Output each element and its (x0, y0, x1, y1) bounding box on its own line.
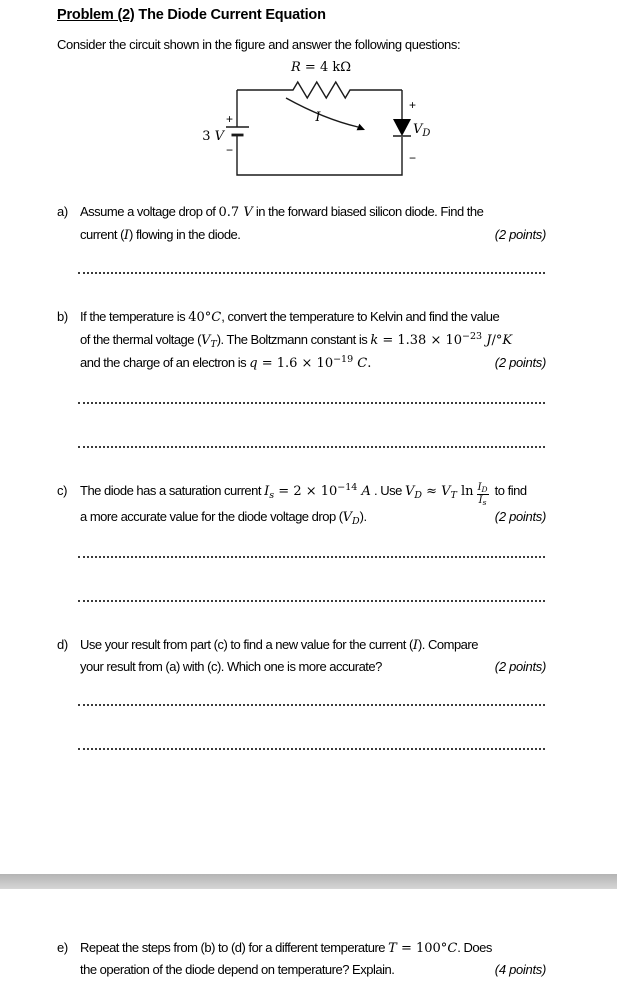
question-line: The diode has a saturation current $I_s = 2 \times 10^{-14}$ A . Use $V_D \approx V_T$ ln $\frac{I_D}{I_s}$ to find (80, 481, 527, 507)
answer-line (78, 993, 545, 1005)
answer-line (78, 690, 545, 706)
question-text (80, 634, 546, 678)
answer-line (78, 388, 545, 404)
circuit-wire-bottom (237, 135, 402, 175)
circuit-diagram (0, 57, 617, 189)
points-label: (2 points) (494, 226, 546, 242)
points-label: (2 points) (494, 509, 546, 524)
question-line: current (I) flowing in the diode. (2 points) (80, 224, 546, 247)
question-c (57, 480, 546, 602)
questions (57, 201, 546, 1005)
answer-line (78, 542, 545, 558)
page-title (57, 5, 617, 26)
question-text (80, 201, 546, 246)
question-label: b) (57, 309, 68, 324)
resistor-label: R = 4 kΩ (290, 60, 352, 75)
points-label: (2 points) (494, 355, 546, 370)
answer-area (78, 542, 545, 602)
question-label: c) (57, 482, 68, 498)
question-line: Repeat the steps from (b) to (d) for a different temperature T = 100°C. Does (80, 939, 492, 956)
diode-voltage-label: $V_D$ (413, 122, 431, 139)
question-line: your result from (a) with (c). Which one is more accurate? (2 points) (80, 656, 546, 678)
title-problem-number: Problem (2) (57, 7, 135, 23)
question-text (80, 306, 546, 376)
answer-area (78, 388, 545, 448)
resistor-symbol (237, 82, 402, 98)
current-label: I (315, 110, 321, 125)
diode-plus-sign: + (409, 98, 417, 112)
question-d (57, 634, 546, 750)
diode-minus-sign: − (409, 151, 417, 165)
answer-area (78, 690, 545, 750)
question-line: If the temperature is 40°C, convert the temperature to Kelvin and find the value (80, 309, 500, 325)
current-arrow (286, 98, 358, 127)
question-a (57, 201, 546, 274)
question-line: of the thermal voltage $(V_T)$. The Boltzmann constant is $k = 1.38 \times 10^{-23}$ J/°K (80, 330, 513, 350)
answer-area (78, 258, 545, 274)
diode-symbol (393, 119, 411, 136)
question-line: and the charge of an electron is $q = 1.6 \times 10^{-19}$ C. (2 points) (80, 352, 546, 376)
answer-line (78, 258, 545, 274)
question-text (80, 480, 546, 530)
points-label: (4 points) (494, 962, 546, 977)
question-label: e) (57, 939, 68, 955)
question-line: the operation of the diode depend on temperature? Explain. (4 points) (80, 959, 546, 981)
battery-plus-sign: + (225, 112, 233, 126)
source-voltage-label: 3 V (202, 129, 224, 144)
page-break-separator (0, 874, 617, 889)
question-line: Assume a voltage drop of 0.7 V in the forward biased silicon diode. Find the (80, 204, 484, 220)
question-label: d) (57, 636, 68, 652)
battery-minus-sign: − (225, 143, 233, 157)
answer-line (78, 734, 545, 750)
points-label: (2 points) (494, 659, 546, 674)
answer-area (78, 993, 545, 1005)
question-line: Use your result from part (c) to find a new value for the current (I). Compare (80, 636, 478, 653)
question-line: a more accurate value for the diode voltage drop $(V_D)$. (2 points) (80, 506, 546, 530)
question-b (57, 306, 546, 448)
fraction: $\frac{I_D}{I_s}$ (477, 482, 488, 507)
question-label: a) (57, 204, 68, 219)
title-text: The Diode Current Equation (134, 7, 326, 23)
answer-line (78, 586, 545, 602)
question-e (57, 937, 546, 1005)
intro-text: Consider the circuit shown in the figure and answer the following questions: (57, 37, 461, 52)
question-text (80, 937, 546, 981)
answer-line (78, 432, 545, 448)
